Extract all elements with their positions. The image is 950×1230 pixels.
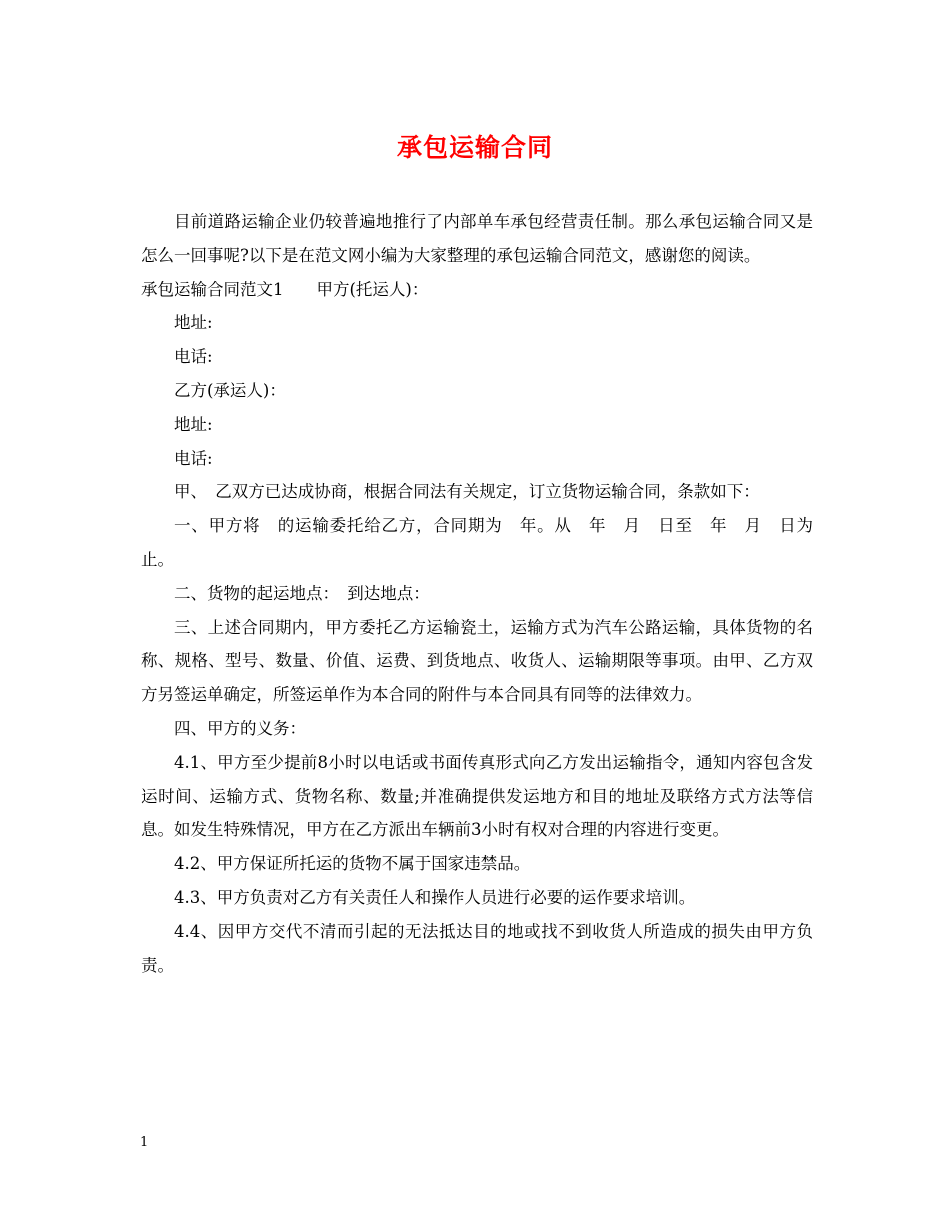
document-body (141, 205, 813, 982)
party-b: 乙方(承运人)： (174, 380, 286, 400)
page-number: 1 (140, 1135, 149, 1150)
agreement-paragraph: 甲、 乙双方已达成协商，根据合同法有关规定，订立货物运输合同，条款如下： (174, 482, 760, 502)
clause-1: 一、甲方将 的运输委托给乙方，合同期为 年。从 年 月 日至 年 月 日为止。 (141, 516, 813, 569)
party-a-address: 地址: (174, 313, 213, 333)
sample-heading: 承包运输合同范文1 甲方(托运人)： (141, 279, 429, 299)
clause-4: 四、甲方的义务： (174, 718, 306, 738)
party-b-phone: 电话: (174, 448, 213, 468)
intro-paragraph: 目前道路运输企业仍较普遍地推行了内部单车承包经营责任制。那么承包运输合同又是怎么一回事呢?以下是在范文网小编为大家整理的承包运输合同范文，感谢您的阅读。 (141, 212, 813, 265)
clause-4-1: 4.1、甲方至少提前8小时以电话或书面传真形式向乙方发出运输指令，通知内容包含发运时间、运输方式、货物名称、数量;并准确提供发运地方和目的地址及联络方式方法等信息。如发生特殊情况，甲方在乙方派出车辆前3小时有权对合理的内容进行变更。 (141, 752, 813, 840)
document-title: 承包运输合同 (396, 133, 553, 162)
clause-4-3: 4.3、甲方负责对乙方有关责任人和操作人员进行必要的运作要求培训。 (174, 887, 696, 907)
party-b-address: 地址: (174, 414, 213, 434)
clause-3: 三、上述合同期内，甲方委托乙方运输瓷土，运输方式为汽车公路运输，具体货物的名称、规格、型号、数量、价值、运费、到货地点、收货人、运输期限等事项。由甲、乙方双方另签运单确定，所签运单作为本合同的附件与本合同具有同等的法律效力。 (141, 617, 813, 705)
clause-2: 二、货物的起运地点： 到达地点： (174, 583, 430, 603)
clause-4-4: 4.4、因甲方交代不清而引起的无法抵达目的地或找不到收货人所造成的损失由甲方负责。 (141, 921, 813, 975)
clause-4-2: 4.2、甲方保证所托运的货物不属于国家违禁品。 (174, 854, 531, 874)
party-a-phone: 电话: (174, 347, 213, 367)
